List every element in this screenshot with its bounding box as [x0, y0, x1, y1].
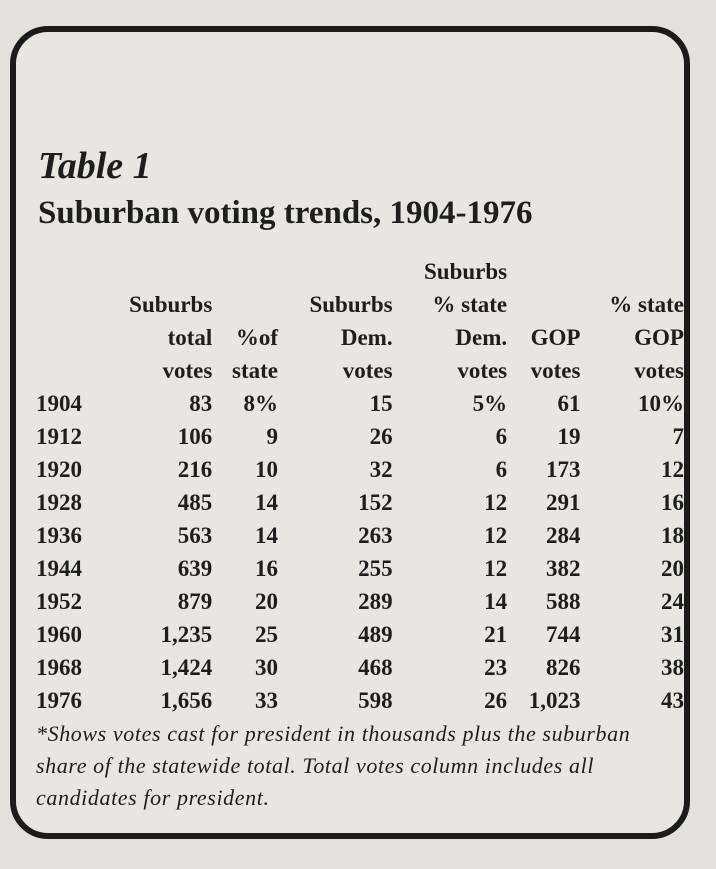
table-cell-percent-of-state: 30	[255, 655, 279, 680]
table-row	[34, 618, 686, 651]
table-cell-year: 1936	[36, 523, 82, 548]
table-cell-dem-votes: 598	[358, 688, 393, 713]
table-cell-percent-state-gop: 38	[661, 655, 684, 680]
table-row	[34, 486, 686, 519]
table-cell-dem-votes: 468	[358, 655, 393, 680]
table-cell-percent-of-state: 14	[255, 490, 279, 515]
table-cell-gop-votes: 588	[545, 589, 581, 614]
table-row	[34, 519, 686, 552]
table-label: Table 1	[38, 145, 152, 187]
table-cell-year: 1920	[36, 457, 82, 482]
table-cell-percent-state-gop: 24	[661, 589, 684, 614]
table-head	[34, 255, 686, 387]
table-cell-year: 1928	[36, 490, 82, 515]
table-cell-gop-votes: 173	[545, 457, 581, 482]
table-cell-year: 1976	[36, 688, 82, 713]
header-row	[34, 255, 686, 387]
table-cell-percent-state-gop: 20	[661, 556, 684, 581]
table-cell-total-votes: 1,656	[160, 688, 213, 713]
table-cell-percent-state-gop: 16	[661, 490, 684, 515]
table-cell-percent-of-state: 25	[255, 622, 279, 647]
table-row	[34, 453, 686, 486]
table-cell-percent-state-gop: 10%	[638, 391, 684, 416]
table-body	[34, 387, 686, 717]
table-cell-percent-state-gop: 7	[672, 424, 684, 449]
table-cell-percent-state-dem: 6	[495, 424, 508, 449]
table-cell-percent-of-state: 8%	[243, 391, 279, 416]
table-cell-gop-votes: 744	[545, 622, 581, 647]
table-cell-percent-of-state: 10	[255, 457, 279, 482]
table-cell-percent-state-gop: 12	[661, 457, 684, 482]
column-header-year	[34, 255, 100, 387]
table-cell-gop-votes: 284	[545, 523, 581, 548]
table-cell-percent-state-dem: 12	[484, 523, 508, 548]
table-cell-year: 1912	[36, 424, 82, 449]
table-cell-year: 1944	[36, 556, 82, 581]
table-footnote: *Shows votes cast for president in thousands plus the suburban share of the statewide total. Total votes column includes all candidates for president.	[36, 721, 631, 810]
table-cell-total-votes: 639	[177, 556, 213, 581]
table-cell-dem-votes: 289	[358, 589, 393, 614]
table-cell-year: 1904	[36, 391, 82, 416]
table-cell-total-votes: 563	[177, 523, 213, 548]
table-title: Suburban voting trends, 1904-1976	[38, 195, 533, 231]
table-cell-percent-of-state: 14	[255, 523, 279, 548]
column-header-percent-of-state: %of state	[232, 325, 279, 383]
table-cell-percent-state-dem: 21	[484, 622, 508, 647]
table-row	[34, 684, 686, 717]
table-cell-total-votes: 106	[177, 424, 213, 449]
table-cell-dem-votes: 255	[358, 556, 393, 581]
table-row	[34, 387, 686, 420]
table-cell-total-votes: 1,235	[160, 622, 213, 647]
column-header-total-votes: Suburbs total votes	[129, 292, 213, 383]
table-cell-total-votes: 1,424	[160, 655, 213, 680]
table-cell-percent-state-dem: 5%	[472, 391, 508, 416]
table-cell-gop-votes: 61	[557, 391, 581, 416]
table-cell-percent-of-state: 16	[255, 556, 279, 581]
table-cell-dem-votes: 32	[369, 457, 393, 482]
table-cell-dem-votes: 489	[358, 622, 393, 647]
table-cell-dem-votes: 263	[358, 523, 393, 548]
table-cell-gop-votes: 1,023	[528, 688, 581, 713]
column-header-gop-votes: GOP votes	[530, 325, 581, 383]
table-cell-percent-state-gop: 43	[661, 688, 684, 713]
table-cell-total-votes: 216	[177, 457, 213, 482]
table-cell-gop-votes: 291	[545, 490, 581, 515]
table-cell-year: 1968	[36, 655, 82, 680]
table-cell-dem-votes: 26	[369, 424, 393, 449]
table-cell-percent-state-dem: 14	[484, 589, 508, 614]
table-row	[34, 585, 686, 618]
table-cell-dem-votes: 152	[358, 490, 393, 515]
table-cell-percent-state-dem: 6	[495, 457, 508, 482]
table-cell-percent-of-state: 9	[266, 424, 279, 449]
table-row	[34, 651, 686, 684]
table-cell-total-votes: 83	[189, 391, 213, 416]
table-cell-gop-votes: 826	[545, 655, 581, 680]
table-cell-percent-state-dem: 12	[484, 556, 508, 581]
table-cell-total-votes: 485	[177, 490, 213, 515]
table-cell-percent-state-gop: 18	[661, 523, 684, 548]
column-header-percent-state-dem: Suburbs % state Dem. votes	[424, 259, 508, 383]
table-cell-total-votes: 879	[177, 589, 213, 614]
table-cell-percent-state-gop: 31	[661, 622, 684, 647]
table-cell-dem-votes: 15	[369, 391, 393, 416]
table-cell-gop-votes: 382	[545, 556, 581, 581]
column-header-percent-state-gop: % state GOP votes	[609, 292, 684, 383]
table-cell-percent-of-state: 20	[255, 589, 279, 614]
table-row	[34, 420, 686, 453]
table-cell-year: 1960	[36, 622, 82, 647]
table-row	[34, 552, 686, 585]
table-cell-percent-state-dem: 26	[484, 688, 508, 713]
table-cell-percent-of-state: 33	[255, 688, 279, 713]
table-cell-gop-votes: 19	[557, 424, 581, 449]
table-cell-year: 1952	[36, 589, 82, 614]
table-cell-percent-state-dem: 23	[484, 655, 508, 680]
voting-table	[34, 255, 686, 717]
column-header-dem-votes: Suburbs Dem. votes	[309, 292, 393, 383]
table-cell-percent-state-dem: 12	[484, 490, 508, 515]
